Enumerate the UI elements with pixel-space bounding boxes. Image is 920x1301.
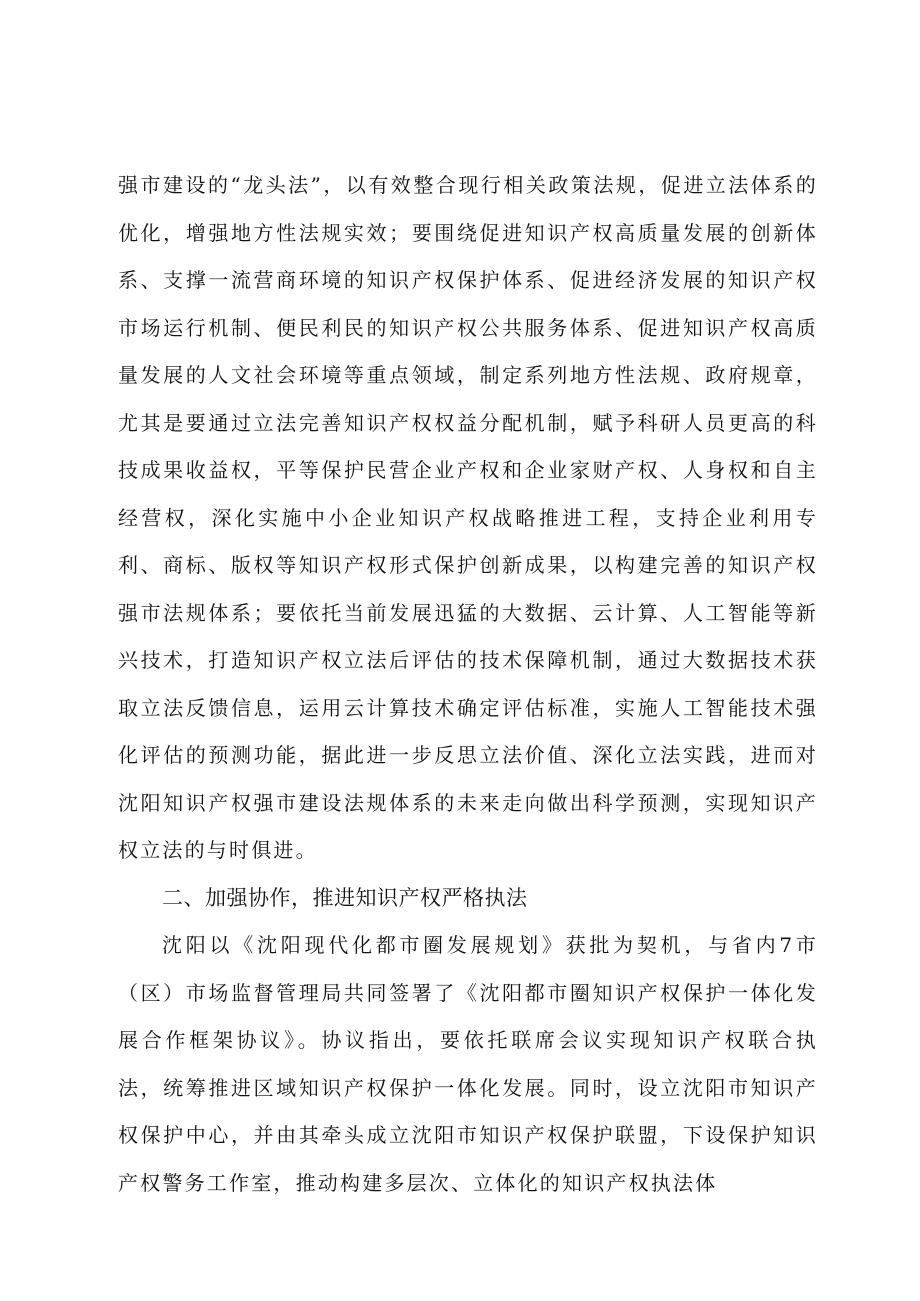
document-body: [118, 162, 818, 1207]
body-paragraph-2: 沈阳以《沈阳现代化都市圈发展规划》获批为契机，与省内7市（区）市场监督管理局共同签署了《沈阳都市圈知识产权保护一体化发展合作框架协议》。协议指出，要依托联席会议实现知识产权联合执法，统筹推进区域知识产权保护一体化发展。同时，设立沈阳市知识产权保护中心，并由其牵头成立沈阳市知识产权保护联盟，下设保护知识产权警务工作室，推动构建多层次、立体化的知识产权执法体: [118, 933, 818, 1195]
section-heading: 二、加强协作，推进知识产权严格执法: [162, 885, 528, 910]
body-paragraph-1: 强市建设的“龙头法”，以有效整合现行相关政策法规，促进立法体系的优化，增强地方性法规实效；要围绕促进知识产权高质量发展的创新体系、支撑一流营商环境的知识产权保护体系、促进经济发展的知识产权市场运行机制、便民利民的知识产权公共服务体系、促进知识产权高质量发展的人文社会环境等重点领域，制定系列地方性法规、政府规章，尤其是要通过立法完善知识产权权益分配机制，赋予科研人员更高的科技成果收益权，平等保护民营企业产权和企业家财产权、人身权和自主经营权，深化实施中小企业知识产权战略推进工程，支持企业利用专利、商标、版权等知识产权形式保护创新成果，以构建完善的知识产权强市法规体系；要依托当前发展迅猛的大数据、云计算、人工智能等新兴技术，打造知识产权立法后评估的技术保障机制，通过大数据技术获取立法反馈信息，运用云计算技术确定评估标准，实施人工智能技术强化评估的预测功能，据此进一步反思立法价值、深化立法实践，进而对沈阳知识产权强市建设法规体系的未来走向做出科学预测，实现知识产权立法的与时俱进。: [118, 173, 818, 862]
